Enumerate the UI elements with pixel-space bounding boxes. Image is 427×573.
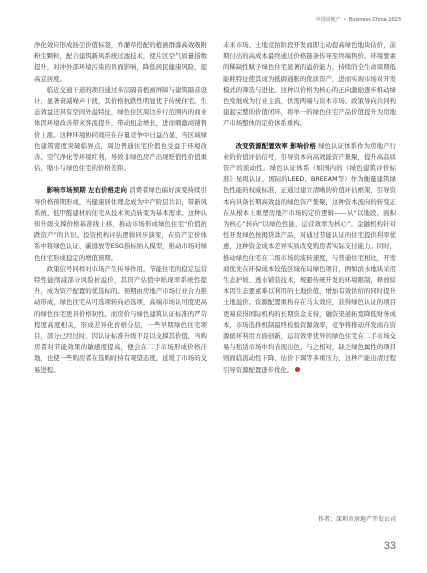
header-separator: • xyxy=(343,17,347,23)
paragraph: 未来市场。土地竞拍阶段开发商即主动提高绿色地块估价，前期付出的高成本最终通过价格链条传导至终端售价。环境要素的稀缺性赋予绿色住宅显著的溢价能力，持续的全生命周期低能耗特征使其成为抵御通胀的优质资产，进而实现市场对开发模式的筛选与进化。这种以价格为核心的正向激励逐步推动绿色发展成为行业主流，供需两端与资本市场、政策导向共同构建起完整的价值闭环，将单一的绿色住宅产品价值提升为房地产市场整体的定价体系重构。 xyxy=(223,41,396,128)
right-column xyxy=(223,40,396,376)
section-heading: 改变资源配置效率 影响价格 xyxy=(235,141,317,150)
section-paragraph xyxy=(34,185,207,263)
article-body xyxy=(34,40,396,376)
journal-name-en: Business China 2023 xyxy=(348,17,401,23)
section-heading: 影响市场预期 左右价格走向 xyxy=(46,186,128,195)
author-credit: 作者：深圳市房地产开发公司 xyxy=(317,516,396,523)
journal-name-cn: 中国房地产 xyxy=(315,17,341,23)
paragraph-text: 绿色认证体系作为房地产行业的价值评估信号，引导资本向高效能资产集聚，提升高品质资产的流动性。绿色认证体系（如国内的《绿色建筑评价标准》星级认证、国际的LEED、BREEAM等）作为衡量建筑绿色性能的权威标准，正通过建立清晰的价值评估框架，引导资本向具备长期高效益的绿色资产集聚，这种资本流向的转变正在从根本上重塑房地产市场的定价逻辑——从“以地段、面积为核心”转向“以绿色性能、运营效率为核心”。金融机构针对性开发绿色按揭贷款产品，对通过节能认证的住宅提供利率优惠，这种资金成本差异实质改变购房者实际支付能力。同时，推动绿色住宅在二级市场的流转速度，与普通住宅相比，开发商优先在环保成本较低区域布局绿色项目，例如滨水地块采用生态护坡、透水铺装技术，规避传统开发的环境限制，释放原本因生态要素难以利用的土地价值，增加有效供给的同时提升土地溢价。资源配置重构存在马太效应，获得绿色认证的项目更易获得国际机构的长期资金支持，融资渠道拓宽降低财务成本，市场选择机制最终检验资源效率，竞争将推动开发商在资源循环利用方面创新，运营效率优异的绿色住宅在二手市场交易与租赁市场中均表现出色，与之相对，缺乏绿色属性的项目则面临流动性下降、估价下调等多重压力，这种产能出清过程引导资源配置逐步优化。 xyxy=(223,141,396,374)
paragraph-text: 消费者绿色偏好演变持续引导价格预期形成，当健康居住理念成为中产阶层共识，带新风系统、低甲醛建材的住宅从技术卖点转变为基本需求。这种认知升级支撑价格基准线上移，推动市场形成绿色住宅“价值抗跌资产”的共识。投资机构评估逻辑同步演变，在资产定价体系中将绿色认证、碳排放等ESG指标纳入模型，推动市场对绿色住宅形成稳定的增值预期。 xyxy=(34,186,207,262)
paragraph: 净化效应形成扬尘价值标签，乔灌草搭配的植被群落高效吸附粉尘颗粒，配合建筑新风系统过滤技术，使片区空气质量指数提升，对冲外部环境污染的负面影响，降低居民健康风险，提高宜居度。 xyxy=(34,41,207,83)
page-number: 33 xyxy=(383,540,396,552)
section-paragraph xyxy=(223,141,396,376)
paragraph: 临近交通干道的项目通过多层隔音植被屏障与建筑隔音设计，显著衰减噪声干扰，其价格抗跌性明显优于传统住宅。生态效益还具有空间外溢特征，绿色住区周边步行范围内的商业体因环境改善带来客流提升，带动租金增长，进而刺激商铺售价上涨。这种环境协同效应在存量竞争中日益凸显，当区域绿色建筑密度突破临界点，周边普通住宅价值也受益于环境改善。空气净化等环境红利，导致非绿色房产出现贬值性价值重估，缩小与绿色住宅的价格差距。 xyxy=(34,85,207,173)
end-mark-icon xyxy=(295,367,300,372)
paragraph: 政策信号同样对市场产生传导作用。节能住宅的稳定运营特性能削减部分风险折溢价，其资产估值中贴现率系统性提升，成为资产配置的优选标的。预期由房地产市场行业合力推动形成，绿色住宅从可选项转向必选项，高端市场认可度更高的绿色住宅更具价格韧性。而房价与绿色建筑认证标准的严苛程度高度相关，形成差异化价格分层，一些早期绿色住宅项目，部分已经过时，因认证标准升级不足以支撑其价值，当购房者对节能效果的敏感度提高，便会在二手市场形成价格洼地，也使一些购房者在选购时持有观望态度，延缓了市场的交易进程。 xyxy=(34,264,207,374)
left-column xyxy=(34,40,207,376)
journal-header xyxy=(316,16,401,23)
